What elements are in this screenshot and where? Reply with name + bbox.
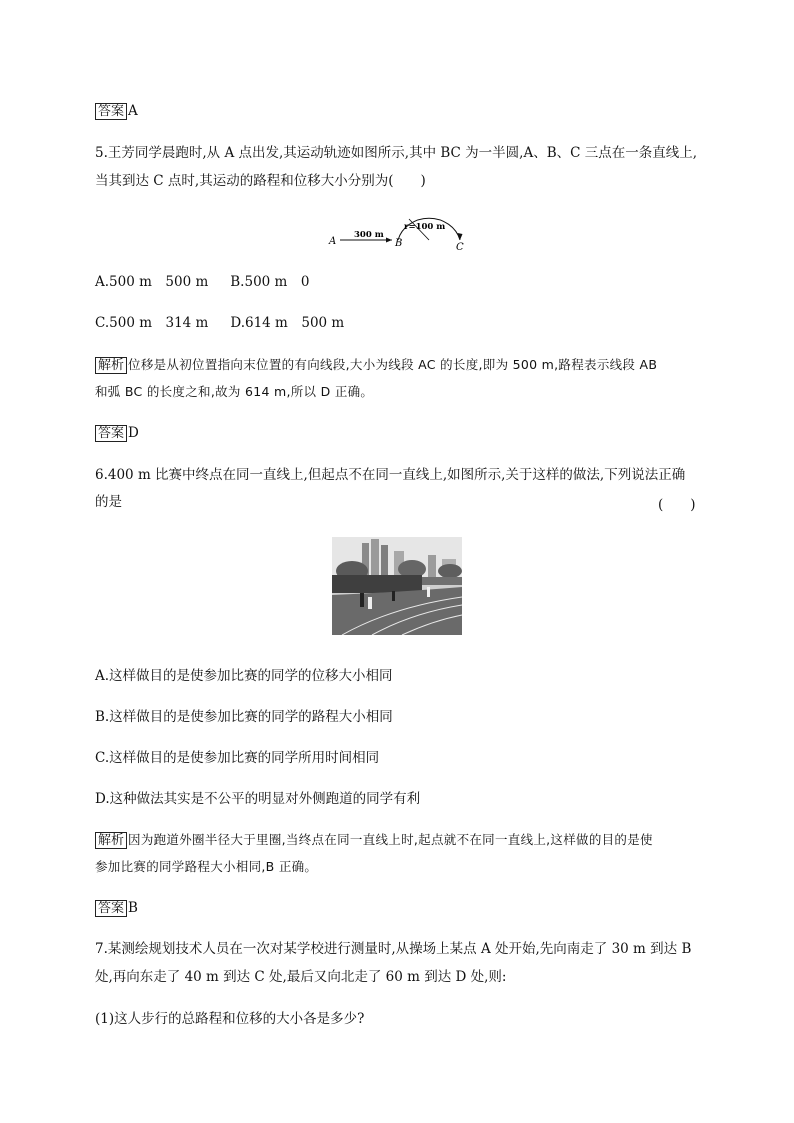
q5-stem-line2: 当其到达 C 点时,其运动的路程和位移大小分别为( ) <box>95 173 426 189</box>
arrow-head-ab <box>386 238 392 243</box>
q5-option-a[interactable]: A.500 m 500 m <box>95 274 209 290</box>
q5-answer-line <box>95 424 139 442</box>
q6-option-c[interactable]: C.这样做目的是使参加比赛的同学所用时间相同 <box>95 750 380 766</box>
ab-length-label: 300 m <box>354 230 384 240</box>
q6-option-a[interactable]: A.这样做目的是使参加比赛的同学的位移大小相同 <box>95 668 393 684</box>
q6-explanation-text2: 参加比赛的同学路程大小相同,B 正确。 <box>95 859 318 874</box>
q6-answer-line <box>95 899 138 917</box>
q6-answer-paren: ( ) <box>658 497 696 513</box>
answer-tag: 答案 <box>95 900 127 917</box>
q5-stem-line1: 5.王芳同学晨跑时,从 A 点出发,其运动轨迹如图所示,其中 BC 为一半圆,A、B、C 三点在一条直线上, <box>95 145 698 161</box>
q6-stem-line1: 6.400 m 比赛中终点在同一直线上,但起点不在同一直线上,如图所示,关于这样的做法,下列说法正确 <box>95 467 686 483</box>
q5-explanation-line1 <box>95 356 657 374</box>
answer-line-4 <box>95 102 138 120</box>
q6-option-b[interactable]: B.这样做目的是使参加比赛的同学的路程大小相同 <box>95 709 393 725</box>
point-a-label: A <box>329 236 337 247</box>
q5-explanation-text1: 位移是从初位置指向末位置的有向线段,大小为线段 AC 的长度,即为 500 m,路程表示线段 AB <box>128 357 658 372</box>
q6-stem-line2: 的是 <box>95 494 122 510</box>
q6-explanation-line1 <box>95 831 653 849</box>
answer-tag: 答案 <box>95 103 127 120</box>
explanation-tag: 解析 <box>95 832 127 849</box>
answer-value: A <box>128 103 138 119</box>
point-c-label: C <box>456 242 464 253</box>
q5-options-row1 <box>95 273 309 291</box>
running-track-photo <box>332 537 462 635</box>
answer-value: B <box>128 900 138 916</box>
q5-explanation-line2 <box>95 383 373 401</box>
radius-label: r=100 m <box>404 222 446 232</box>
q7-subquestion-1: (1)这人步行的总路程和位移的大小各是多少? <box>95 1011 365 1027</box>
q5-option-c[interactable]: C.500 m 314 m <box>95 315 209 331</box>
q5-option-b[interactable]: B.500 m 0 <box>230 274 310 290</box>
point-b-label: B <box>395 238 403 249</box>
q6-option-d[interactable]: D.这种做法其实是不公平的明显对外侧跑道的同学有利 <box>95 791 421 807</box>
q5-options-row2 <box>95 314 344 332</box>
answer-value: D <box>128 425 139 441</box>
q6-explanation-text1: 因为跑道外圈半径大于里圈,当终点在同一直线上时,起点就不在同一直线上,这样做的目的是使 <box>128 832 653 847</box>
explanation-tag: 解析 <box>95 357 127 374</box>
q7-stem-line2: 处,再向东走了 40 m 到达 C 处,最后又向北走了 60 m 到达 D 处,则: <box>95 969 507 985</box>
answer-tag: 答案 <box>95 425 127 442</box>
q6-explanation-line2 <box>95 858 317 876</box>
q5-option-d[interactable]: D.614 m 500 m <box>230 315 345 331</box>
q5-trajectory-diagram <box>326 203 476 255</box>
q5-explanation-text2: 和弧 BC 的长度之和,故为 614 m,所以 D 正确。 <box>95 384 374 399</box>
q7-stem-line1: 7.某测绘规划技术人员在一次对某学校进行测量时,从操场上某点 A 处开始,先向南走了 30 m 到达 B <box>95 941 692 957</box>
